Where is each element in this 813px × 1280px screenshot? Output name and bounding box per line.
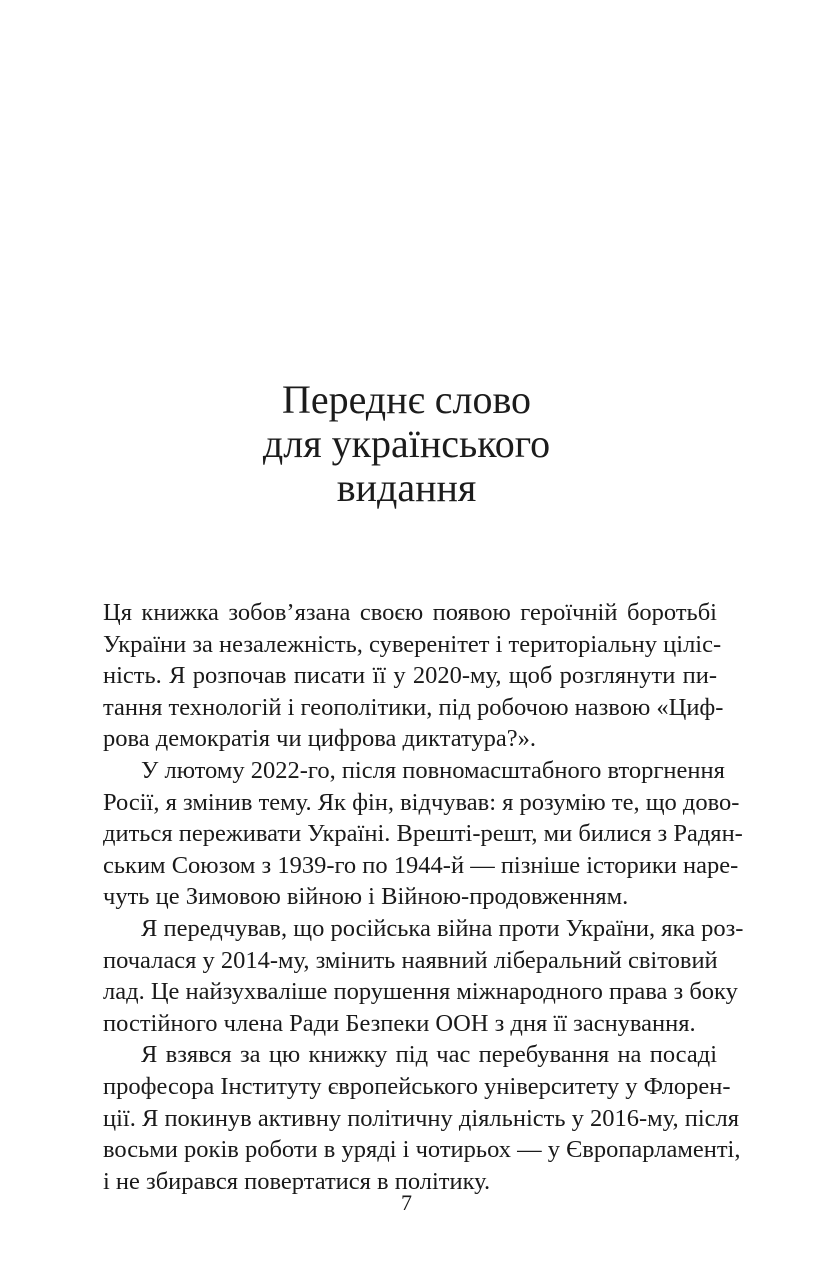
text-line: постійного члена Ради Безпеки ООН з дня її заснування.: [103, 1009, 696, 1037]
text-line: ції. Я покинув активну політичну діяльність у 2016-му, після: [103, 1104, 740, 1132]
text-line: Я передчував, що російська війна проти України, яка роз-: [141, 914, 744, 942]
text-line: Росії, я змінив тему. Як фін, відчував: я розумію те, що дово-: [103, 788, 740, 816]
text-line: почалася у 2014-му, змінить наявний ліберальний світовий: [103, 946, 718, 974]
text-line: лад. Це найзухваліше порушення міжнародного права з боку: [103, 978, 738, 1006]
text-line: і не збирався повертатися в політику.: [103, 1167, 491, 1195]
paragraph-3: [103, 913, 744, 1039]
page-number: 7: [401, 1190, 412, 1215]
text-line: восьми років роботи в уряді і чотирьох — у Європарламенті,: [103, 1136, 741, 1164]
text-line: У лютому 2022-го, після повномасштабного вторгнення: [141, 756, 725, 784]
chapter-title: [0, 378, 813, 510]
text-line: Я взявся за цю книжку під час перебування на посаді: [141, 1041, 717, 1069]
paragraph-4: [103, 1039, 741, 1197]
body-text: [103, 597, 744, 1197]
title-line: видання: [336, 465, 477, 510]
text-line: професора Інституту європейського університету у Флорен-: [103, 1072, 731, 1100]
text-line: диться переживати Україні. Врешті-решт, ми билися з Радян-: [103, 820, 743, 848]
paragraph-1: [103, 597, 724, 755]
text-line: України за незалежність, суверенітет і територіальну ціліс-: [103, 630, 722, 658]
text-line: ність. Я розпочав писати її у 2020-му, щоб розглянути пи-: [103, 662, 717, 690]
title-line: для українського: [262, 421, 551, 466]
text-line: рова демократія чи цифрова диктатура?».: [103, 725, 536, 753]
text-line: тання технологій і геополітики, під робочою назвою «Циф-: [103, 693, 724, 721]
paragraph-2: [103, 755, 743, 913]
text-line: ським Союзом з 1939-го по 1944-й — пізніше історики наре-: [103, 851, 739, 879]
text-line: чуть це Зимовою війною і Війною-продовженням.: [103, 883, 629, 911]
text-line: Ця книжка зобов’язана своєю появою героїчній боротьбі: [103, 599, 717, 626]
title-line: Переднє слово: [281, 377, 532, 422]
